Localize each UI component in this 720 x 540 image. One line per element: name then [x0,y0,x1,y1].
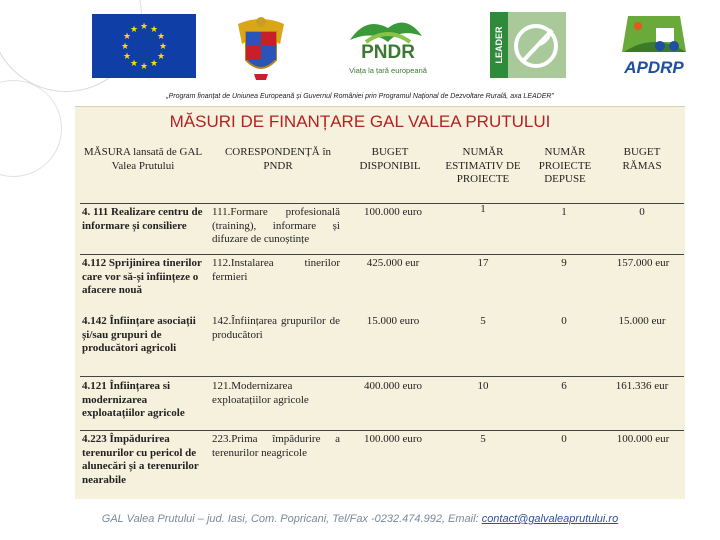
submitted-cell: 0 [561,433,567,445]
budget-cell: 100.000 euro [363,206,423,218]
measure-cell: 4.112 Sprijinirea tinerilor care vor să-și înființeze o afacere nouă [82,257,202,296]
measure-cell: 4.121 Înființarea si modernizarea exploatațiilor agricole [82,380,185,419]
svg-text:★: ★ [149,59,159,69]
budget-cell: 100.000 euro [363,433,423,445]
svg-text:★: ★ [139,62,149,72]
submitted-cell: 6 [561,380,567,392]
leader-logo [490,12,566,78]
estimated-cell: 1 [480,203,486,215]
footer-text: GAL Valea Prutului – jud. Iasi, Com. Popricani, Tel/Fax -0232.474.992, Email: [101,513,482,525]
budget-cell: 400.000 euro [363,380,423,392]
table-header-submitted: NUMĂR PROIECTE DEPUSE [538,146,592,185]
svg-text:★: ★ [139,22,149,32]
budget-cell: 15.000 euro [366,315,420,327]
pndr-tagline: Viața la țară europeană [349,66,427,75]
remaining-cell: 100.000 eur [616,433,670,445]
svg-text:★: ★ [129,59,139,69]
svg-text:★: ★ [156,52,166,62]
footer-contact [0,513,720,525]
estimated-cell: 17 [477,257,489,269]
submitted-cell: 0 [561,315,567,327]
pndr-logo [336,12,440,82]
pndr-wordmark: PNDR [361,42,415,63]
svg-text:★: ★ [129,25,139,35]
apdrp-wordmark: APDRP [624,58,684,77]
apdrp-logo [616,12,692,82]
svg-text:★: ★ [120,42,130,52]
measure-cell: 4.223 Împădurirea terenurilor cu pericol de alunecări și a terenurilor nearabile [82,433,199,486]
table-header-remaining: BUGET RĂMAS [622,146,662,172]
svg-text:★: ★ [122,52,132,62]
romania-coat-of-arms-logo [232,14,290,82]
estimated-cell: 10 [477,380,489,392]
eu-flag-logo [92,14,196,78]
funding-statement: „Program finanțat de Uniunea Europeană și Guvernul României prin Programul Național de Dezvoltare Rurală, axa LEADER” [166,93,554,100]
measure-cell: 4. 111 Realizare centru de informare și consiliere [82,206,203,232]
table-row-divider [80,430,684,431]
table-header-measure: MĂSURA lansată de GAL Valea Prutului [83,146,203,172]
pndr-cell: 223.Prima împădurire a terenurilor neagricole [212,433,340,459]
remaining-cell: 0 [639,206,645,218]
pndr-cell: 112.Instalarea tinerilor fermieri [212,257,340,283]
estimated-cell: 5 [480,433,486,445]
measure-cell: 4.142 Înființare asociații și/sau grupuri de producători agricoli [82,315,196,354]
svg-text:★: ★ [156,32,166,42]
budget-cell: 425.000 eur [366,257,420,269]
remaining-cell: 15.000 eur [618,315,666,327]
remaining-cell: 161.336 eur [615,380,669,392]
svg-text:★: ★ [122,32,132,42]
table-header-pndr: CORESPONDENȚĂ în PNDR [224,146,332,172]
submitted-cell: 9 [561,257,567,269]
submitted-cell: 1 [561,206,567,218]
table-row-divider [80,376,684,377]
estimated-cell: 5 [480,315,486,327]
contact-email-link[interactable]: contact@galvaleaprutului.ro [481,513,619,525]
pndr-cell: 111.Formare profesională (training), informare și difuzare de cunoștințe [212,206,340,245]
remaining-cell: 157.000 eur [616,257,670,269]
table-header-estimated: NUMĂR ESTIMATIV DE PROIECTE [445,146,521,185]
table-row-divider [80,203,684,204]
pndr-cell: 142.Înființarea grupurilor de producători [212,315,340,341]
pndr-cell: 121.Modernizarea exploatațiilor agricole [212,380,309,406]
svg-text:★: ★ [149,25,159,35]
table-row-divider [80,254,684,255]
table-header-budget: BUGET DISPONIBIL [359,146,421,172]
svg-text:★: ★ [158,42,168,52]
leader-wordmark: LEADER [494,26,504,64]
page-title: MĂSURI DE FINANȚARE GAL VALEA PRUTULUI [169,112,551,131]
